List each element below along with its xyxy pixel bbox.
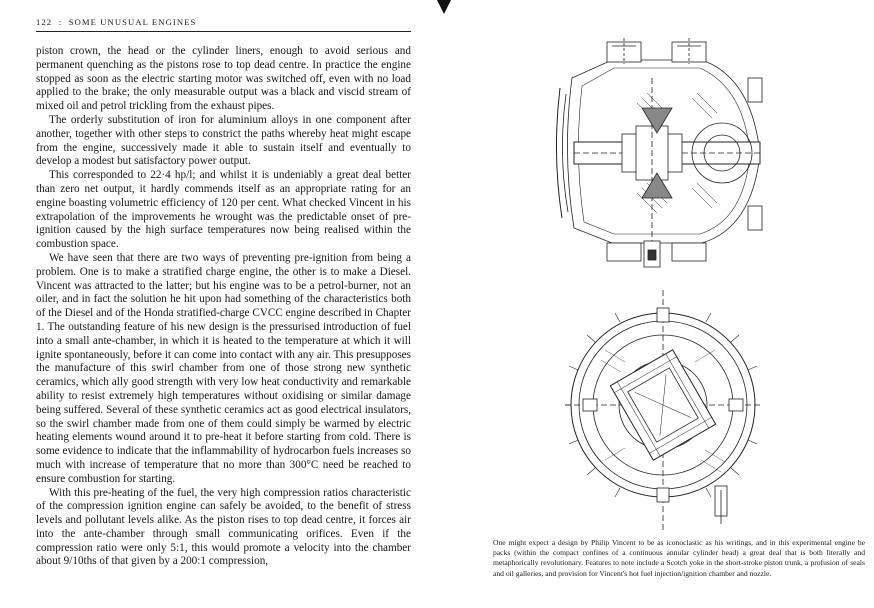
header-rule bbox=[36, 31, 411, 32]
page-edge-mark bbox=[437, 0, 451, 14]
running-head bbox=[36, 17, 196, 27]
engine-end-section-figure bbox=[565, 290, 761, 530]
figure-caption: One might expect a design by Philip Vincent to be as iconoclastic as his writings, and in this experimental engine he packs (within the compact confines of a continuous annular cylinder head) a great deal that is both literally and metaphorically revolutionary. Features to note include a Scotch yoke in the short-stroke piston trunk, a profusion of seals and oil galleries, and provision for Vincent's hot fuel injection/ignition chamber and nozzle. bbox=[493, 538, 865, 578]
paragraph-5: With this pre-heating of the fuel, the very high compression ratios characteristic of the compression ignition engine can safely be avoided, to the benefit of stress levels and pollutant levels alike. As the piston rises to top dead centre, it forces air into the ante-chamber through small communicating orifices. Even if the compression ratio were only 5:1, this would promote a velocity into the chamber about 9/10ths of that given by a 200:1 compression, bbox=[36, 486, 411, 568]
page-number: 122 bbox=[36, 17, 53, 27]
running-head-separator: : bbox=[58, 17, 63, 27]
right-page bbox=[437, 0, 874, 608]
paragraph-4: We have seen that there are two ways of preventing pre-ignition from being a problem. One is to make a stratified charge engine, the other is to make a Diesel. Vincent was attracted to the latter; but his engine was to be a petrol-burner, not an oiler, and in fact the solution he hit upon had something of the characteristics both of the Diesel and of the Honda stratified-charge CVCC engine described in Chapter 1. The outstanding feature of his new design is the pressurised introduction of fuel into a small ante-chamber, in which it is heated to the temperature at which it will ignite spontaneously, before it can come into contact with any air. This presupposes the manufacture of this swirl chamber from one of those strong new synthetic ceramics, which ally good strength with very low heat conductivity and remarkable ability to resist extremely high temperatures without oxidising or similar damage being suffered. Several of these synthetic ceramics act as good electrical insulators, so the swirl chamber made from one of them could simply be warmed by electric heating elements wound around it to pre-heat it before starting from cold. There is some evidence to indicate that the inflammability of hydrocarbon fuels increases so much with increase of temperature that no more than 300°C need be reached to ensure combustion for starting. bbox=[36, 251, 411, 485]
paragraph-1: piston crown, the head or the cylinder liners, enough to avoid serious and permanent quenching as the pistons rose to top dead centre. In practice the engine stopped as soon as the electric starting motor was switched off, even with no load applied to the brake; the only measurable output was a black and viscid stream of mixed oil and petrol trickling from the exhaust pipes. bbox=[36, 45, 411, 113]
paragraph-3: This corresponded to 22·4 hp/l; and whilst it is undeniably a great deal better than zero net output, it hardly commends itself as an appropriate rating for an engine boasting volumetric efficiency of 120 per cent. What checked Vincent in his extrapolation of the improvements he wrought was the predictable onset of pre-ignition caused by the high surface temperatures now being realised within the combustion space. bbox=[36, 169, 411, 251]
engine-cross-section-figure bbox=[552, 38, 767, 270]
running-title: SOME UNUSUAL ENGINES bbox=[68, 17, 197, 27]
body-text bbox=[36, 45, 411, 569]
paragraph-2: The orderly substitution of iron for aluminium alloys in one component after another, together with other steps to constrict the paths whereby heat might escape from the engine, successively made it able to sustain itself and eventually to develop a modest but satisfactory power output. bbox=[36, 113, 411, 168]
